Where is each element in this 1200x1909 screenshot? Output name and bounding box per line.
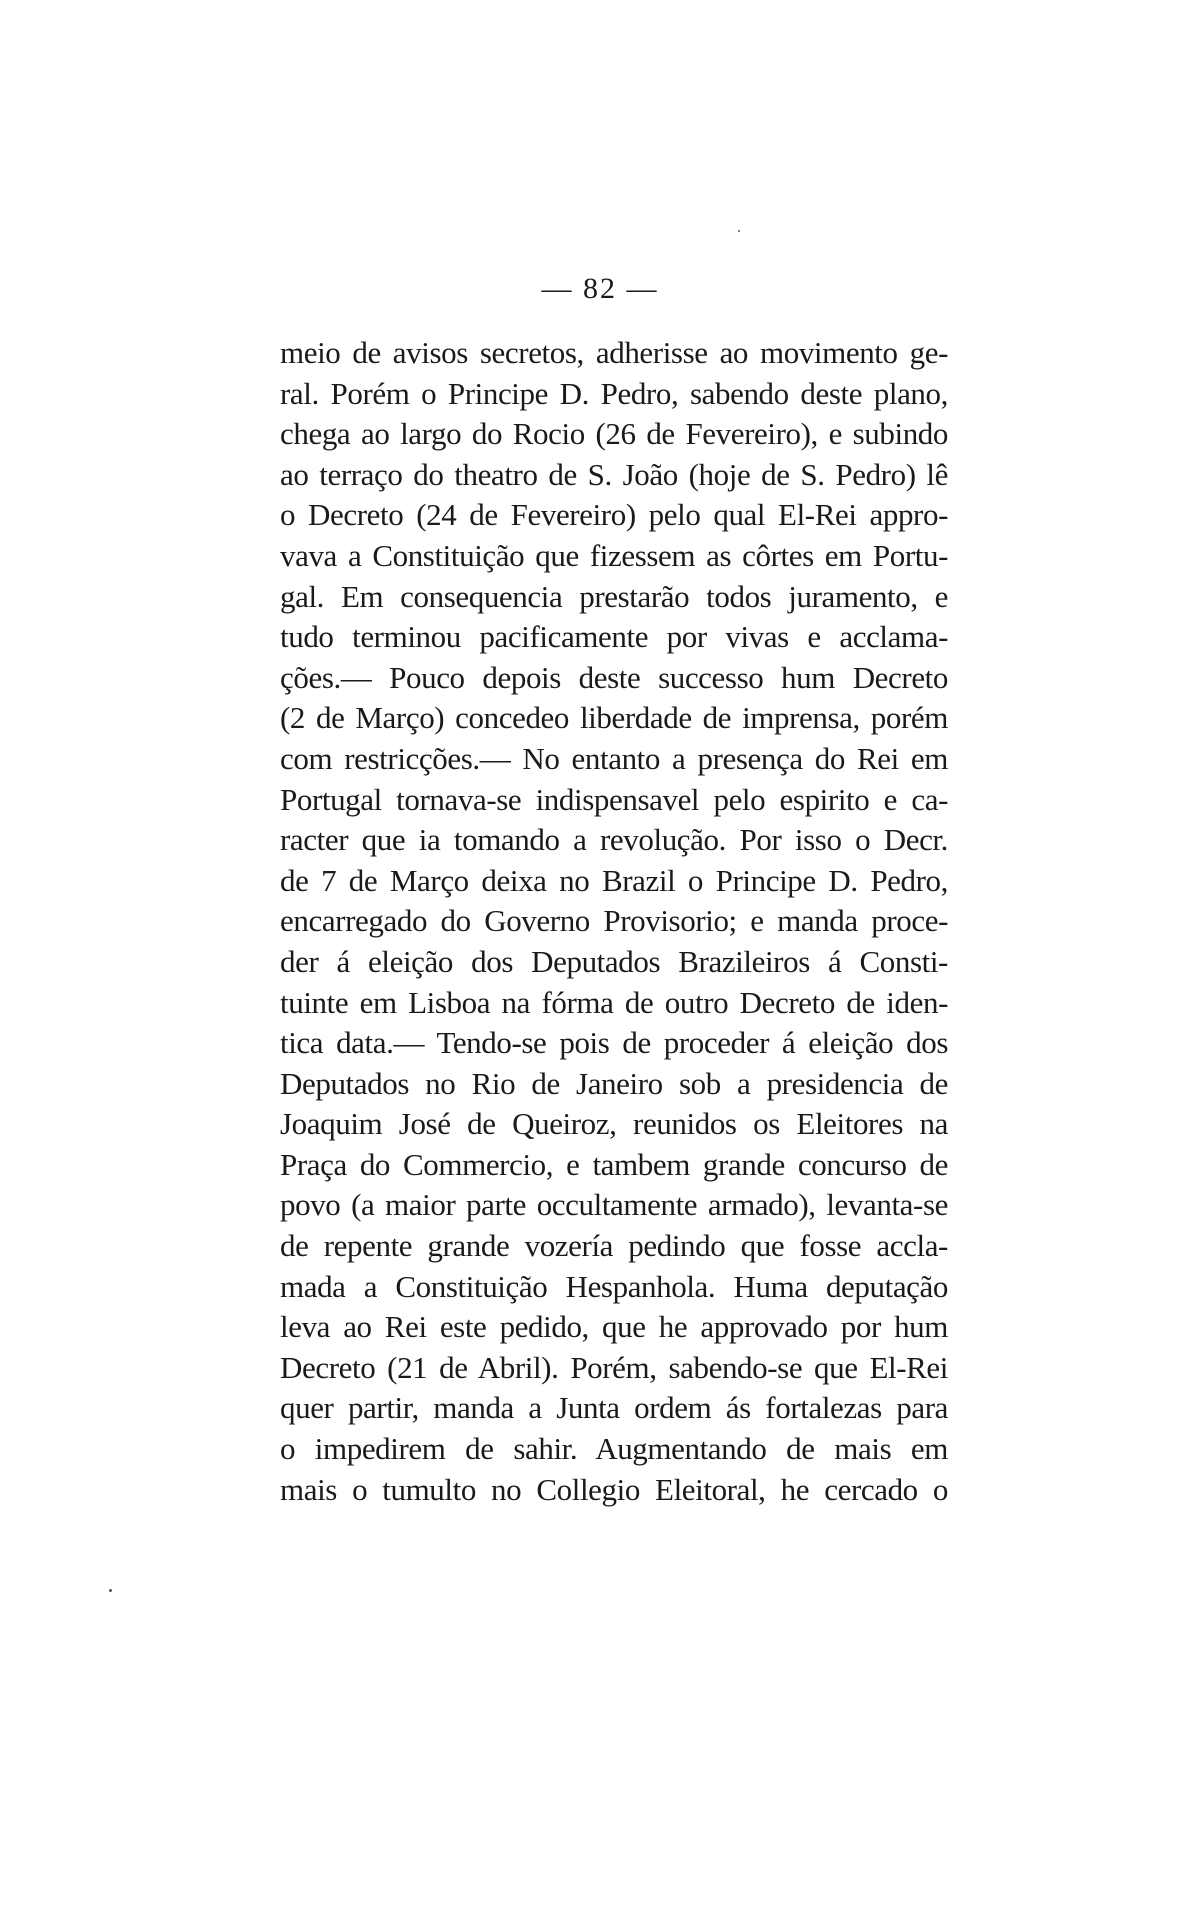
text-line: povo (a maior parte occultamente armado), levanta-se bbox=[280, 1187, 948, 1223]
text-line: Decreto (21 de Abril). Porém, sabendo-se que El-Rei bbox=[280, 1349, 948, 1385]
text-line: ao terraço do theatro de S. João (hoje de S. Pedro) lê bbox=[280, 456, 948, 492]
paper-speck bbox=[109, 1589, 112, 1592]
text-line: Portugal tornava-se indispensavel pelo espirito e ca- bbox=[280, 781, 948, 817]
text-line: mais o tumulto no Collegio Eleitoral, he cercado o bbox=[280, 1471, 948, 1507]
text-line: meio de avisos secretos, adherisse ao movimento ge- bbox=[280, 335, 948, 370]
text-line: vava a Constituição que fizessem as côrtes em Portu- bbox=[280, 537, 948, 573]
text-line: leva ao Rei este pedido, que he approvado por hum bbox=[280, 1309, 948, 1345]
text-line: o impedirem de sahir. Augmentando de mais em bbox=[280, 1431, 948, 1467]
text-line: com restricções.— No entanto a presença do Rei em bbox=[280, 740, 948, 776]
text-line: tica data.— Tendo-se pois de proceder á eleição dos bbox=[280, 1025, 948, 1061]
text-line: racter que ia tomando a revolução. Por isso o Decr. bbox=[280, 822, 948, 858]
text-line: tuinte em Lisboa na fórma de outro Decreto de iden- bbox=[280, 984, 948, 1020]
text-line: de repente grande vozería pedindo que fosse accla- bbox=[280, 1228, 948, 1264]
text-line: Joaquim José de Queiroz, reunidos os Eleitores na bbox=[280, 1106, 948, 1142]
text-line: Praça do Commercio, e tambem grande concurso de bbox=[280, 1146, 948, 1182]
body-text bbox=[280, 333, 948, 1510]
text-line: tudo terminou pacificamente por vivas e acclama- bbox=[280, 619, 948, 655]
page-number: — 82 — bbox=[541, 272, 659, 305]
text-line: de 7 de Março deixa no Brazil o Principe D. Pedro, bbox=[280, 862, 948, 898]
text-line: ções.— Pouco depois deste successo hum Decreto bbox=[280, 659, 948, 695]
text-line: quer partir, manda a Junta ordem ás fortalezas para bbox=[280, 1390, 948, 1426]
text-line: o Decreto (24 de Fevereiro) pelo qual El-Rei appro- bbox=[280, 497, 948, 533]
text-line: (2 de Março) concedeo liberdade de imprensa, porém bbox=[280, 700, 948, 736]
text-line: mada a Constituição Hespanhola. Huma deputação bbox=[280, 1268, 948, 1304]
text-line: Deputados no Rio de Janeiro sob a presidencia de bbox=[280, 1065, 948, 1101]
paper-speck bbox=[738, 230, 740, 232]
text-line: ral. Porém o Principe D. Pedro, sabendo deste plano, bbox=[280, 375, 948, 411]
text-line: encarregado do Governo Provisorio; e manda proce- bbox=[280, 903, 948, 939]
text-line: chega ao largo do Rocio (26 de Fevereiro), e subindo bbox=[280, 416, 948, 452]
text-line: gal. Em consequencia prestarão todos juramento, e bbox=[280, 578, 948, 614]
text-line: der á eleição dos Deputados Brazileiros á Consti- bbox=[280, 943, 948, 979]
